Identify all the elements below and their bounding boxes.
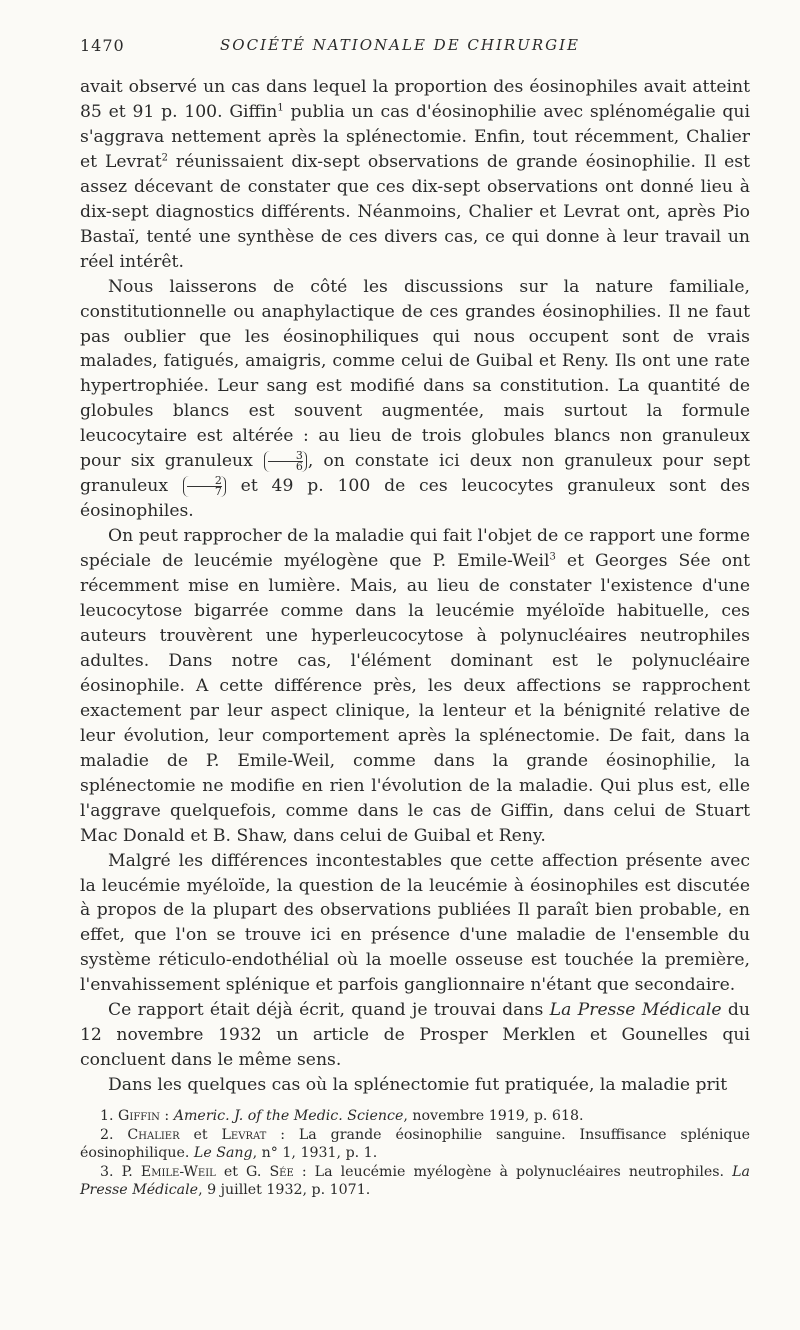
paragraph-2: Nous laisserons de côté les discussions sur la nature familiale, constitutionnelle ou anaphylactique de ces grandes éosinophilies. Il ne faut pas oublier que les éosinophiliques qui nous occupent sont de vrais malades, fatigués, amaigris, comme celui de Guibal et Reny. Ils ont une rate hypertrophiée. Leur sang est modifié dans sa constitution. La quantité de globules blancs est souvent augmentée, mais surtout la formule leucocytaire est altérée : au lieu de trois globules blancs non granuleux pour six granuleux $\frac{3}{6}$ , on constate ici deux non granuleux pour sept granuleux $\frac{2}{7}$ et 49 p. 100 de ces leucocytes granuleux sont des éosinophiles. [80, 276, 750, 522]
footnote-1: 1. Giffin : Americ. J. of the Medic. Science, novembre 1919, p. 618. [100, 1108, 584, 1124]
footnote-ref-2: 2 [161, 152, 169, 164]
paragraph-6: Dans les quelques cas où la splénectomie fut pratiquée, la maladie prit [108, 1075, 728, 1096]
footnote-ref-1: 1 [277, 102, 284, 114]
paragraph-5: Ce rapport était déjà écrit, quand je trouvai dans La Presse Médicale du 12 novembre 1932 un article de Prosper Merklen et Gounelles qui concluent dans le même sens. [80, 1000, 750, 1071]
journal-title: La Presse Médicale [549, 1000, 722, 1021]
page-number: 1470 [80, 36, 125, 55]
running-title: SOCIÉTÉ NATIONALE DE CHIRURGIE [220, 36, 580, 54]
footnote-ref-3: 3 [549, 551, 556, 563]
fraction-3-6: $\frac{3}{6}$ [264, 451, 307, 472]
paragraph-3: On peut rapprocher de la maladie qui fait l'objet de ce rapport une forme spéciale de leucémie myélogène que P. Emile-Weil$^3$ et Georges Sée ont récemment mise en lumière. Mais, au lieu de constater l'existence d'une leucocytose bigarrée comme dans la leucémie myéloïde habituelle, ces auteurs trouvèrent une hyperleucocytose à polynucléaires neutrophiles adultes. Dans notre cas, l'élément dominant est le polynucléaire éosinophile. A cette différence près, les deux affections se rapprochent exactement par leur aspect clinique, la lenteur et la bénignité relative de leur évolution, leur comportement après la splénectomie. De fait, dans la maladie de P. Emile-Weil, comme dans la grande éosinophilie, la splénectomie ne modifie en rien l'évolution de la maladie. Qui plus est, elle l'aggrave quelquefois, comme dans le cas de Giffin, dans celui de Stuart Mac Donald et B. Shaw, dans celui de Guibal et Reny. [80, 526, 750, 846]
footnote-3: 3. P. Emile-Weil et G. Sée : La leucémie myélogène à polynucléaires neutrophiles. La Presse Médicale, 9 juillet 1932, p. 1071. [80, 1163, 750, 1198]
footnote-2: 2. Chalier et Levrat : La grande éosinophilie sanguine. Insuffisance splénique éosinophilique. Le Sang, n° 1, 1931, p. 1. [80, 1126, 750, 1161]
paragraph-1: avait observé un cas dans lequel la proportion des éosinophiles avait atteint 85 et 91 p. 100. Giffin$^1$ publia un cas d'éosinophilie avec splénomégalie qui s'aggrava nettement après la splénectomie. Enfin, tout récemment, Chalier et Levrat$^2$ réunissaient dix-sept observations de grande éosinophilie. Il est assez décevant de constater que ces dix-sept observations ont donné lieu à dix-sept diagnostics différents. Néanmoins, Chalier et Levrat ont, après Pio Bastaï, tenté une synthèse de ces divers cas, ce qui donne à leur travail un réel intérêt. [80, 77, 750, 272]
running-head [80, 36, 720, 54]
footnotes [80, 1107, 750, 1200]
body-text [80, 75, 750, 1098]
paragraph-4: Malgré les différences incontestables que cette affection présente avec la leucémie myéloïde, la question de la leucémie à éosinophiles est discutée à propos de la plupart des observations publiées Il paraît bien probable, en effet, que l'on se trouve ici en présence d'une maladie de l'ensemble du système réticulo-endothélial où la moelle osseuse est touchée la première, l'envahissement splénique et parfois ganglionnaire n'étant que secondaire. [80, 850, 750, 996]
fraction-2-7: $\frac{2}{7}$ [183, 476, 226, 497]
